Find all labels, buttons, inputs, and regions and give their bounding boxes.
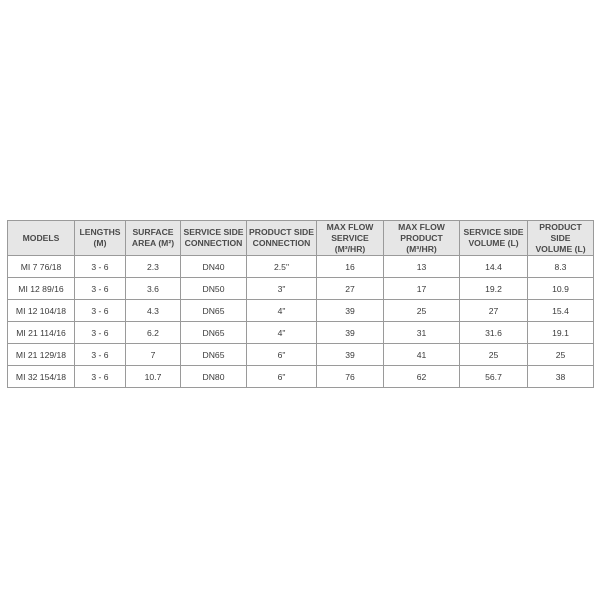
cell-service-volume: 25 <box>460 344 528 366</box>
cell-service-volume: 14.4 <box>460 256 528 278</box>
header-models: MODELS <box>8 221 75 256</box>
cell-product-connection: 3" <box>247 278 317 300</box>
cell-service-volume: 56.7 <box>460 366 528 388</box>
cell-product-volume: 8.3 <box>528 256 594 278</box>
cell-service-connection: DN65 <box>181 300 247 322</box>
cell-model: MI 32 154/18 <box>8 366 75 388</box>
header-lengths: LENGTHS (M) <box>75 221 126 256</box>
cell-product-volume: 19.1 <box>528 322 594 344</box>
cell-product-volume: 15.4 <box>528 300 594 322</box>
header-product-side-volume: PRODUCT SIDE VOLUME (L) <box>528 221 594 256</box>
cell-model: MI 7 76/18 <box>8 256 75 278</box>
cell-surface-area: 2.3 <box>126 256 181 278</box>
cell-service-volume: 27 <box>460 300 528 322</box>
cell-service-connection: DN50 <box>181 278 247 300</box>
cell-product-connection: 4" <box>247 322 317 344</box>
cell-product-volume: 25 <box>528 344 594 366</box>
cell-model: MI 12 104/18 <box>8 300 75 322</box>
cell-surface-area: 3.6 <box>126 278 181 300</box>
cell-model: MI 12 89/16 <box>8 278 75 300</box>
header-surface-area: SURFACE AREA (M²) <box>126 221 181 256</box>
cell-max-flow-service: 76 <box>317 366 384 388</box>
cell-lengths: 3 - 6 <box>75 366 126 388</box>
header-product-side-connection: PRODUCT SIDE CONNECTION <box>247 221 317 256</box>
cell-product-connection: 4" <box>247 300 317 322</box>
cell-max-flow-service: 39 <box>317 300 384 322</box>
cell-service-connection: DN80 <box>181 366 247 388</box>
cell-lengths: 3 - 6 <box>75 300 126 322</box>
cell-max-flow-service: 27 <box>317 278 384 300</box>
cell-max-flow-service: 39 <box>317 344 384 366</box>
header-service-side-volume: SERVICE SIDE VOLUME (L) <box>460 221 528 256</box>
cell-lengths: 3 - 6 <box>75 322 126 344</box>
cell-product-volume: 38 <box>528 366 594 388</box>
cell-model: MI 21 114/16 <box>8 322 75 344</box>
spec-table <box>7 220 594 388</box>
cell-service-connection: DN65 <box>181 322 247 344</box>
cell-service-connection: DN40 <box>181 256 247 278</box>
cell-lengths: 3 - 6 <box>75 278 126 300</box>
header-service-side-connection: SERVICE SIDE CONNECTION <box>181 221 247 256</box>
cell-product-volume: 10.9 <box>528 278 594 300</box>
table-row <box>8 344 594 366</box>
cell-max-flow-product: 41 <box>384 344 460 366</box>
cell-max-flow-product: 62 <box>384 366 460 388</box>
cell-max-flow-service: 39 <box>317 322 384 344</box>
cell-product-connection: 2.5" <box>247 256 317 278</box>
header-row <box>8 221 594 256</box>
cell-service-connection: DN65 <box>181 344 247 366</box>
cell-max-flow-service: 16 <box>317 256 384 278</box>
cell-lengths: 3 - 6 <box>75 256 126 278</box>
table-row <box>8 366 594 388</box>
cell-product-connection: 6" <box>247 344 317 366</box>
cell-max-flow-product: 13 <box>384 256 460 278</box>
cell-service-volume: 19.2 <box>460 278 528 300</box>
table-row <box>8 322 594 344</box>
cell-max-flow-product: 25 <box>384 300 460 322</box>
table-row <box>8 300 594 322</box>
cell-surface-area: 7 <box>126 344 181 366</box>
cell-model: MI 21 129/18 <box>8 344 75 366</box>
table-row <box>8 256 594 278</box>
cell-service-volume: 31.6 <box>460 322 528 344</box>
header-max-flow-service: MAX FLOW SERVICE (M³/HR) <box>317 221 384 256</box>
table-row <box>8 278 594 300</box>
cell-product-connection: 6" <box>247 366 317 388</box>
cell-max-flow-product: 31 <box>384 322 460 344</box>
cell-surface-area: 4.3 <box>126 300 181 322</box>
cell-surface-area: 10.7 <box>126 366 181 388</box>
cell-surface-area: 6.2 <box>126 322 181 344</box>
spec-table-container <box>7 220 593 388</box>
cell-lengths: 3 - 6 <box>75 344 126 366</box>
header-max-flow-product: MAX FLOW PRODUCT (M³/HR) <box>384 221 460 256</box>
cell-max-flow-product: 17 <box>384 278 460 300</box>
